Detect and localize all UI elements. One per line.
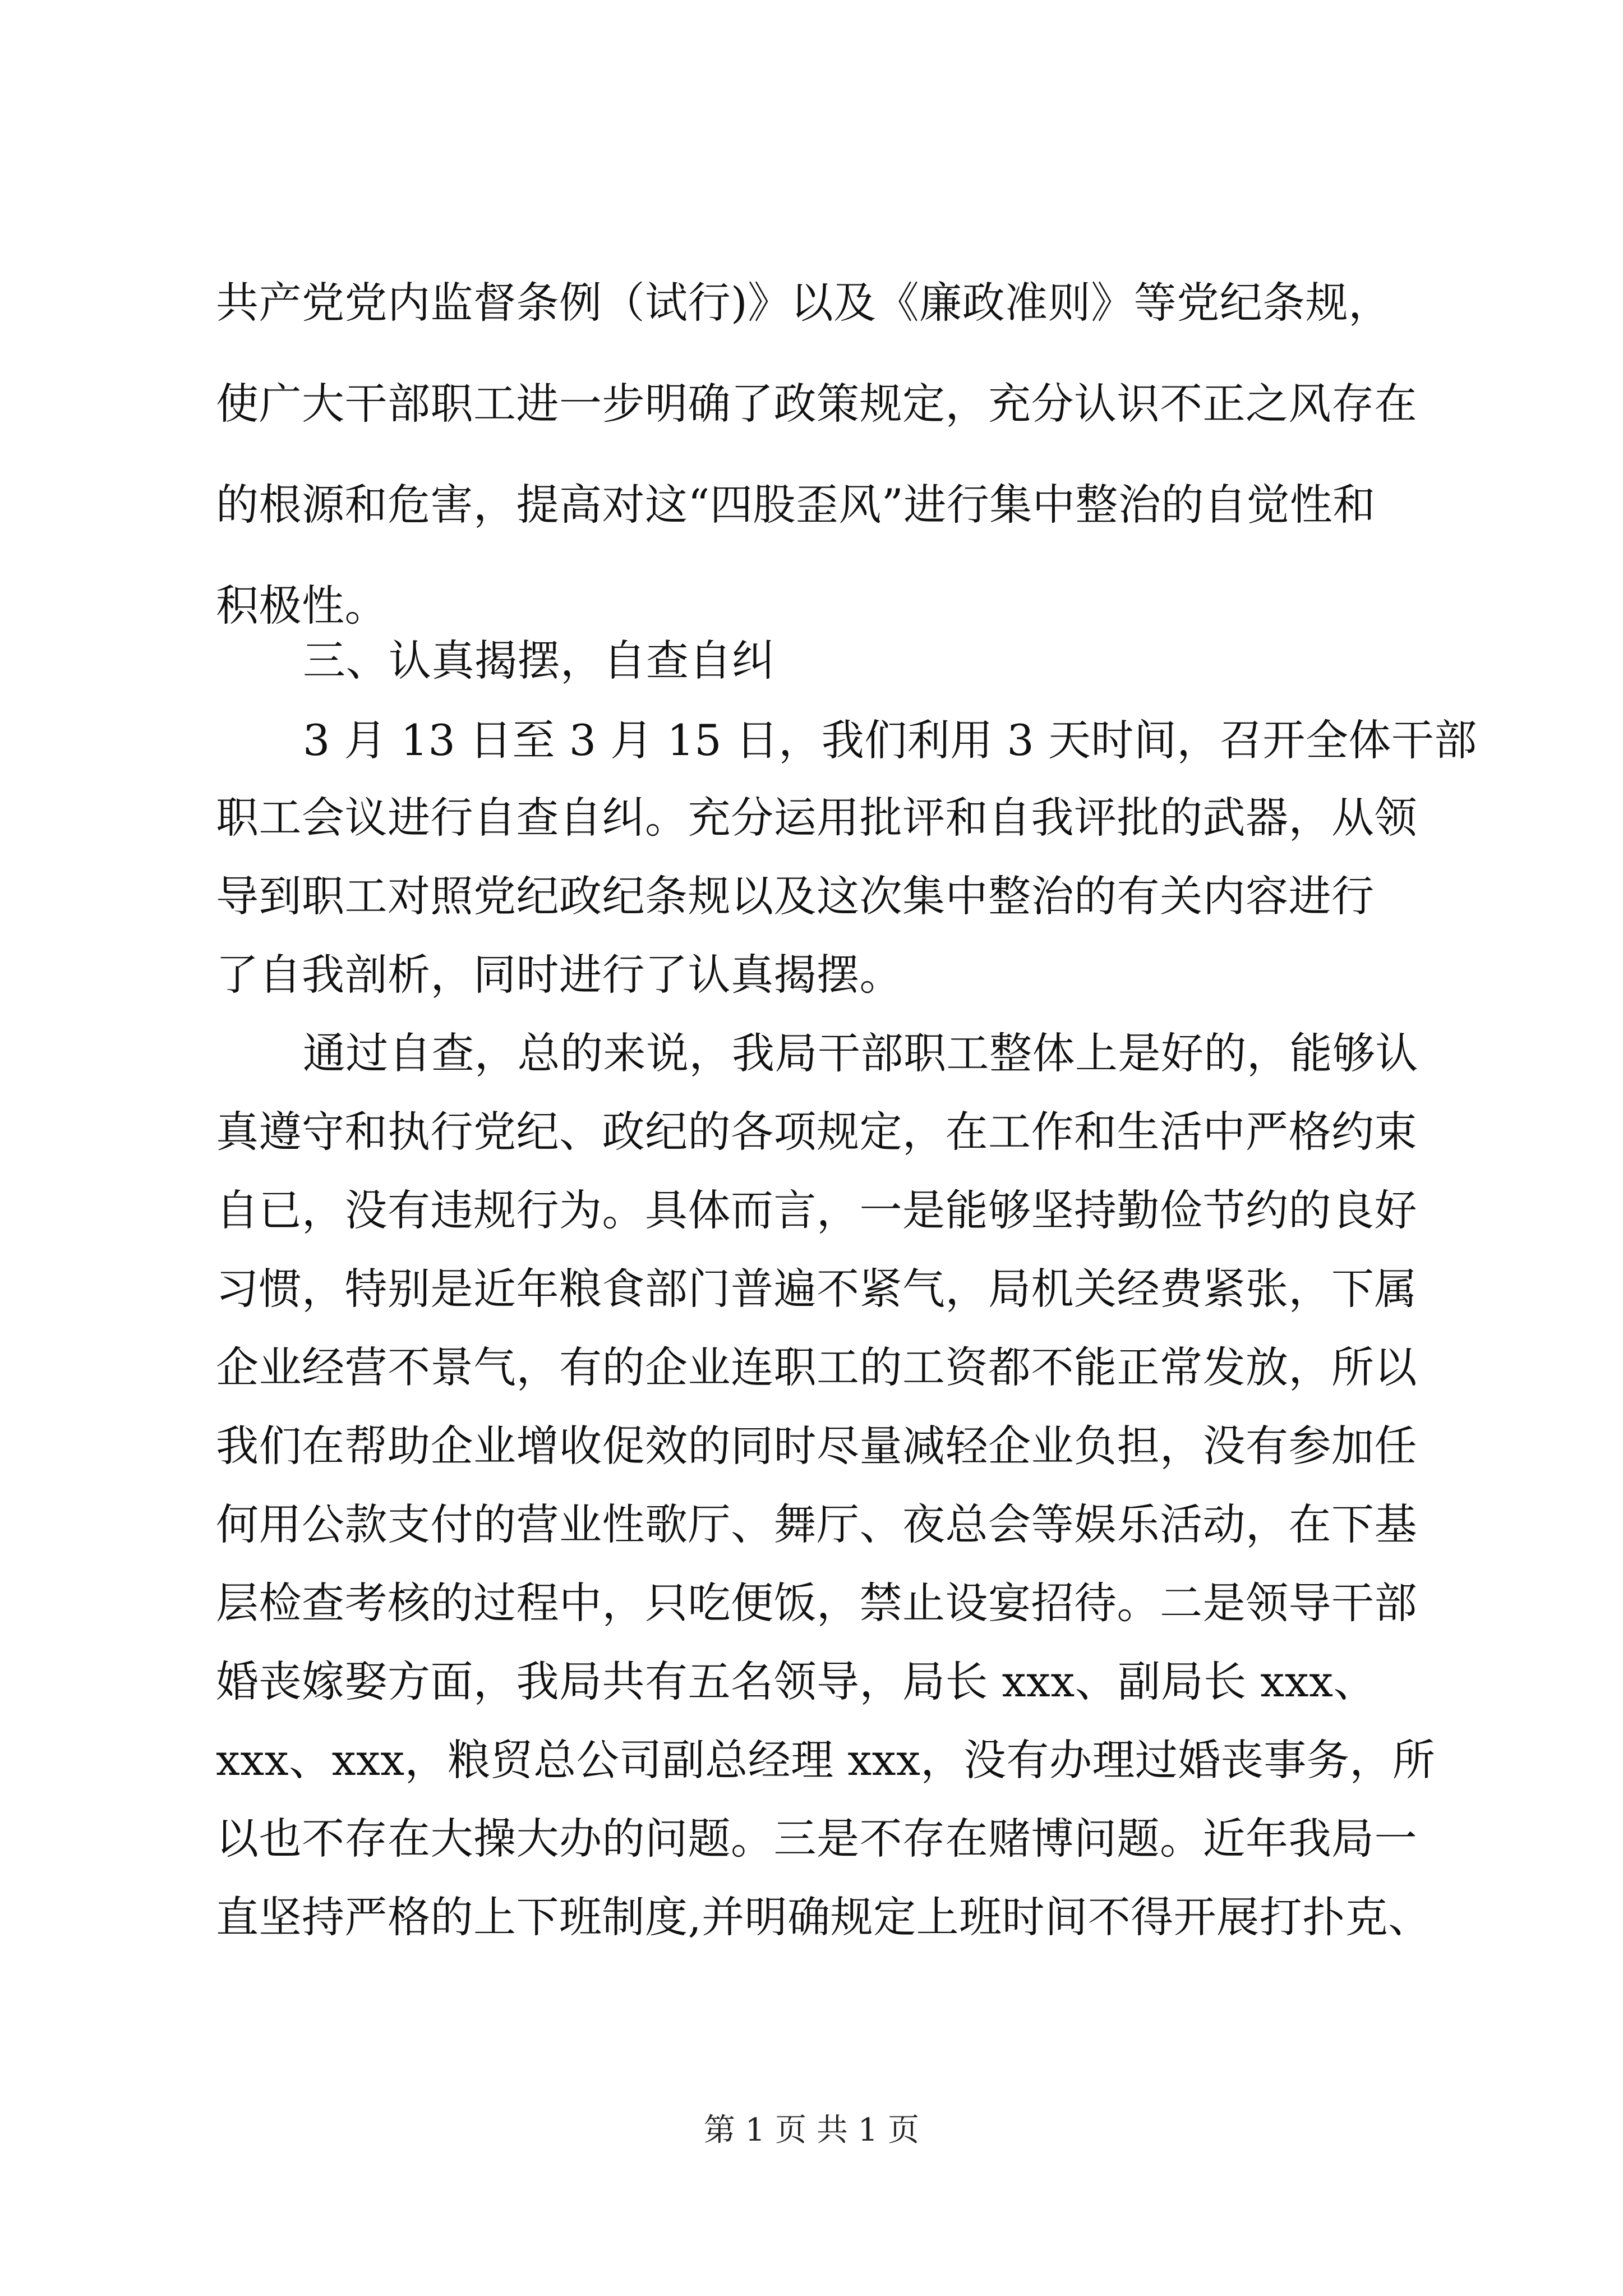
text-line-8: 导到职工对照党纪政纪条规以及这次集中整治的有关内容进行 — [216, 871, 1375, 921]
text-line-7: 职工会议进行自查自纠。充分运用批评和自我评批的武器，从领 — [216, 793, 1417, 843]
text-line-12: 自已，没有违规行为。具体而言，一是能够坚持勤俭节约的良好 — [216, 1185, 1417, 1235]
text-line-16: 何用公款支付的营业性歌厅、舞厅、夜总会等娱乐活动，在下基 — [216, 1499, 1417, 1549]
text-line-9: 了自我剖析，同时进行了认真揭摆。 — [216, 950, 902, 1000]
text-line-13: 习惯，特别是近年粮食部门普遍不紧气，局机关经费紧张，下属 — [216, 1264, 1417, 1314]
text-line-18: 婚丧嫁娶方面，我局共有五名领导，局长 xxx、副局长 xxx、 — [216, 1657, 1376, 1706]
text-line-14: 企业经营不景气，有的企业连职工的工资都不能正常发放，所以 — [216, 1342, 1417, 1392]
page-number-footer: 第 1 页 共 1 页 — [703, 2112, 920, 2148]
text-line-4: 积极性。 — [216, 581, 388, 631]
text-line-15: 我们在帮助企业增收促效的同时尽量减轻企业负担，没有参加任 — [216, 1421, 1417, 1471]
section-heading: 三、认真揭摆，自查自纠 — [303, 636, 775, 685]
text-line-1: 共产党党内监督条例（试行)》以及《廉政准则》等党纪条规， — [216, 278, 1391, 328]
text-line-10: 通过自查，总的来说，我局干部职工整体上是好的，能够认 — [303, 1028, 1418, 1078]
text-line-3: 的根源和危害，提高对这“四股歪风”进行集中整治的自觉性和 — [216, 480, 1376, 530]
text-line-11: 真遵守和执行党纪、政纪的各项规定，在工作和生活中严格约束 — [216, 1107, 1417, 1157]
text-line-19: xxx、xxx，粮贸总公司副总经理 xxx，没有办理过婚丧事务，所 — [216, 1735, 1436, 1785]
text-line-17: 层检查考核的过程中，只吃便饭，禁止设宴招待。二是领导干部 — [216, 1578, 1417, 1628]
text-line-21: 直坚持严格的上下班制度,并明确规定上班时间不得开展打扑克、 — [216, 1892, 1431, 1942]
text-line-20: 以也不存在大操大办的问题。三是不存在赌博问题。近年我局一 — [216, 1814, 1417, 1864]
text-line-6: 3 月 13 日至 3 月 15 日，我们利用 3 天时间，召开全体干部 — [303, 715, 1477, 765]
text-line-2: 使广大干部职工进一步明确了政策规定，充分认识不正之风存在 — [216, 379, 1417, 429]
